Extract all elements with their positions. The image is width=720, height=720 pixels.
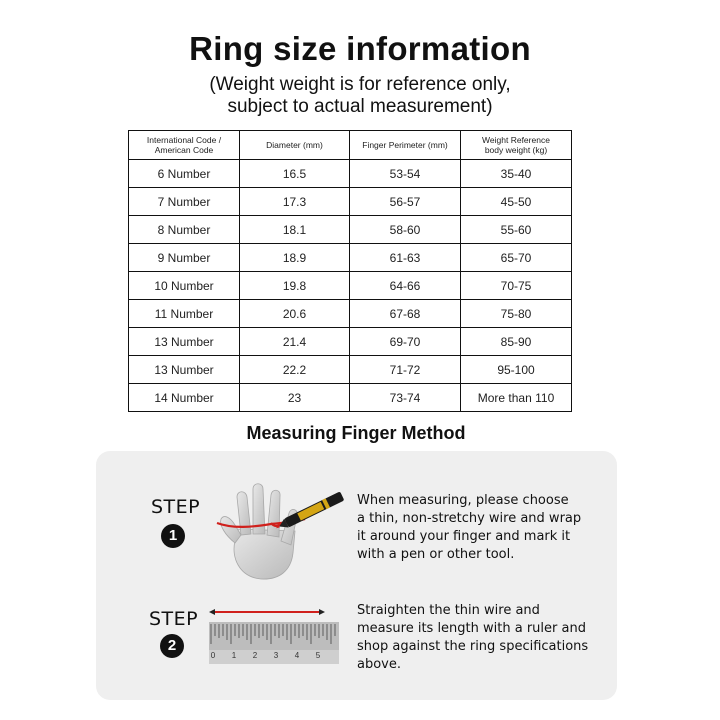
page-subtitle: [0, 74, 720, 118]
table-row: [129, 216, 572, 244]
cell-weight: 95-100: [461, 356, 572, 384]
table-row: [129, 356, 572, 384]
cell-diameter: 16.5: [240, 160, 350, 188]
subtitle-line-1: (Weight weight is for reference only,: [209, 74, 511, 95]
table-row: [129, 244, 572, 272]
step-1-line: it around your finger and mark it: [357, 529, 571, 544]
cell-code: 11 Number: [129, 300, 240, 328]
step-1-line: When measuring, please choose: [357, 493, 569, 508]
cell-perimeter: 56-57: [350, 188, 461, 216]
cell-code: 13 Number: [129, 328, 240, 356]
cell-perimeter: 64-66: [350, 272, 461, 300]
page-title: Ring size information: [189, 30, 531, 67]
cell-weight: More than 110: [461, 384, 572, 412]
cell-code: 8 Number: [129, 216, 240, 244]
header-weight: [461, 131, 572, 160]
cell-perimeter: 71-72: [350, 356, 461, 384]
ruler-tick-label: 5: [315, 651, 321, 660]
table-row: [129, 272, 572, 300]
method-title: Measuring Finger Method: [246, 423, 466, 443]
ruler-tick-label: 1: [231, 651, 237, 660]
cell-code: 14 Number: [129, 384, 240, 412]
step-2-number-badge: 2: [160, 634, 184, 658]
step-2-line: above.: [357, 657, 401, 672]
table-row: [129, 328, 572, 356]
cell-diameter: 23: [240, 384, 350, 412]
cell-perimeter: 58-60: [350, 216, 461, 244]
step-1-line: a thin, non-stretchy wire and wrap: [357, 511, 582, 526]
ring-size-table: [128, 130, 572, 412]
cell-perimeter: 69-70: [350, 328, 461, 356]
table-row: [129, 300, 572, 328]
hand-pen-icon: [213, 479, 353, 581]
ruler-tick-label: 3: [273, 651, 279, 660]
table-row: [129, 160, 572, 188]
ruler-tick-label: 0: [210, 651, 216, 660]
cell-weight: 45-50: [461, 188, 572, 216]
step-2-description: [357, 602, 588, 674]
header-code-line-1: International Code /: [146, 135, 222, 145]
ruler-tick-label: 2: [252, 651, 258, 660]
cell-weight: 70-75: [461, 272, 572, 300]
cell-diameter: 18.9: [240, 244, 350, 272]
cell-weight: 65-70: [461, 244, 572, 272]
cell-code: 9 Number: [129, 244, 240, 272]
cell-perimeter: 73-74: [350, 384, 461, 412]
cell-diameter: 19.8: [240, 272, 350, 300]
table-row: [129, 384, 572, 412]
cell-weight: 75-80: [461, 300, 572, 328]
header-weight-line-1: Weight Reference: [482, 135, 550, 145]
cell-diameter: 22.2: [240, 356, 350, 384]
step-2-label: STEP: [149, 608, 199, 630]
cell-code: 10 Number: [129, 272, 240, 300]
header-code: [129, 131, 240, 160]
cell-weight: 85-90: [461, 328, 572, 356]
header-weight-line-2: body weight (kg): [484, 145, 548, 155]
header-code-line-2: American Code: [154, 145, 214, 155]
cell-diameter: 20.6: [240, 300, 350, 328]
cell-weight: 55-60: [461, 216, 572, 244]
cell-perimeter: 67-68: [350, 300, 461, 328]
cell-code: 13 Number: [129, 356, 240, 384]
header-diameter: Diameter (mm): [240, 131, 350, 160]
step-1-line: with a pen or other tool.: [357, 547, 515, 562]
cell-perimeter: 53-54: [350, 160, 461, 188]
subtitle-line-2: subject to actual measurement): [227, 96, 493, 117]
table-row: [129, 188, 572, 216]
ruler-icon: [209, 606, 339, 664]
header-perimeter: Finger Perimeter (mm): [350, 131, 461, 160]
step-2-line: shop against the ring specifications: [357, 639, 589, 654]
cell-diameter: 18.1: [240, 216, 350, 244]
step-2-line: Straighten the thin wire and: [357, 603, 540, 618]
cell-code: 7 Number: [129, 188, 240, 216]
step-1-label: STEP: [151, 496, 201, 518]
table-header-row: [129, 131, 572, 160]
ruler-tick-label: 4: [294, 651, 300, 660]
cell-code: 6 Number: [129, 160, 240, 188]
method-panel: [96, 451, 617, 700]
cell-diameter: 21.4: [240, 328, 350, 356]
step-2-line: measure its length with a ruler and: [357, 621, 586, 636]
cell-perimeter: 61-63: [350, 244, 461, 272]
step-1-number-badge: 1: [161, 524, 185, 548]
cell-weight: 35-40: [461, 160, 572, 188]
cell-diameter: 17.3: [240, 188, 350, 216]
step-1-description: [357, 492, 581, 564]
